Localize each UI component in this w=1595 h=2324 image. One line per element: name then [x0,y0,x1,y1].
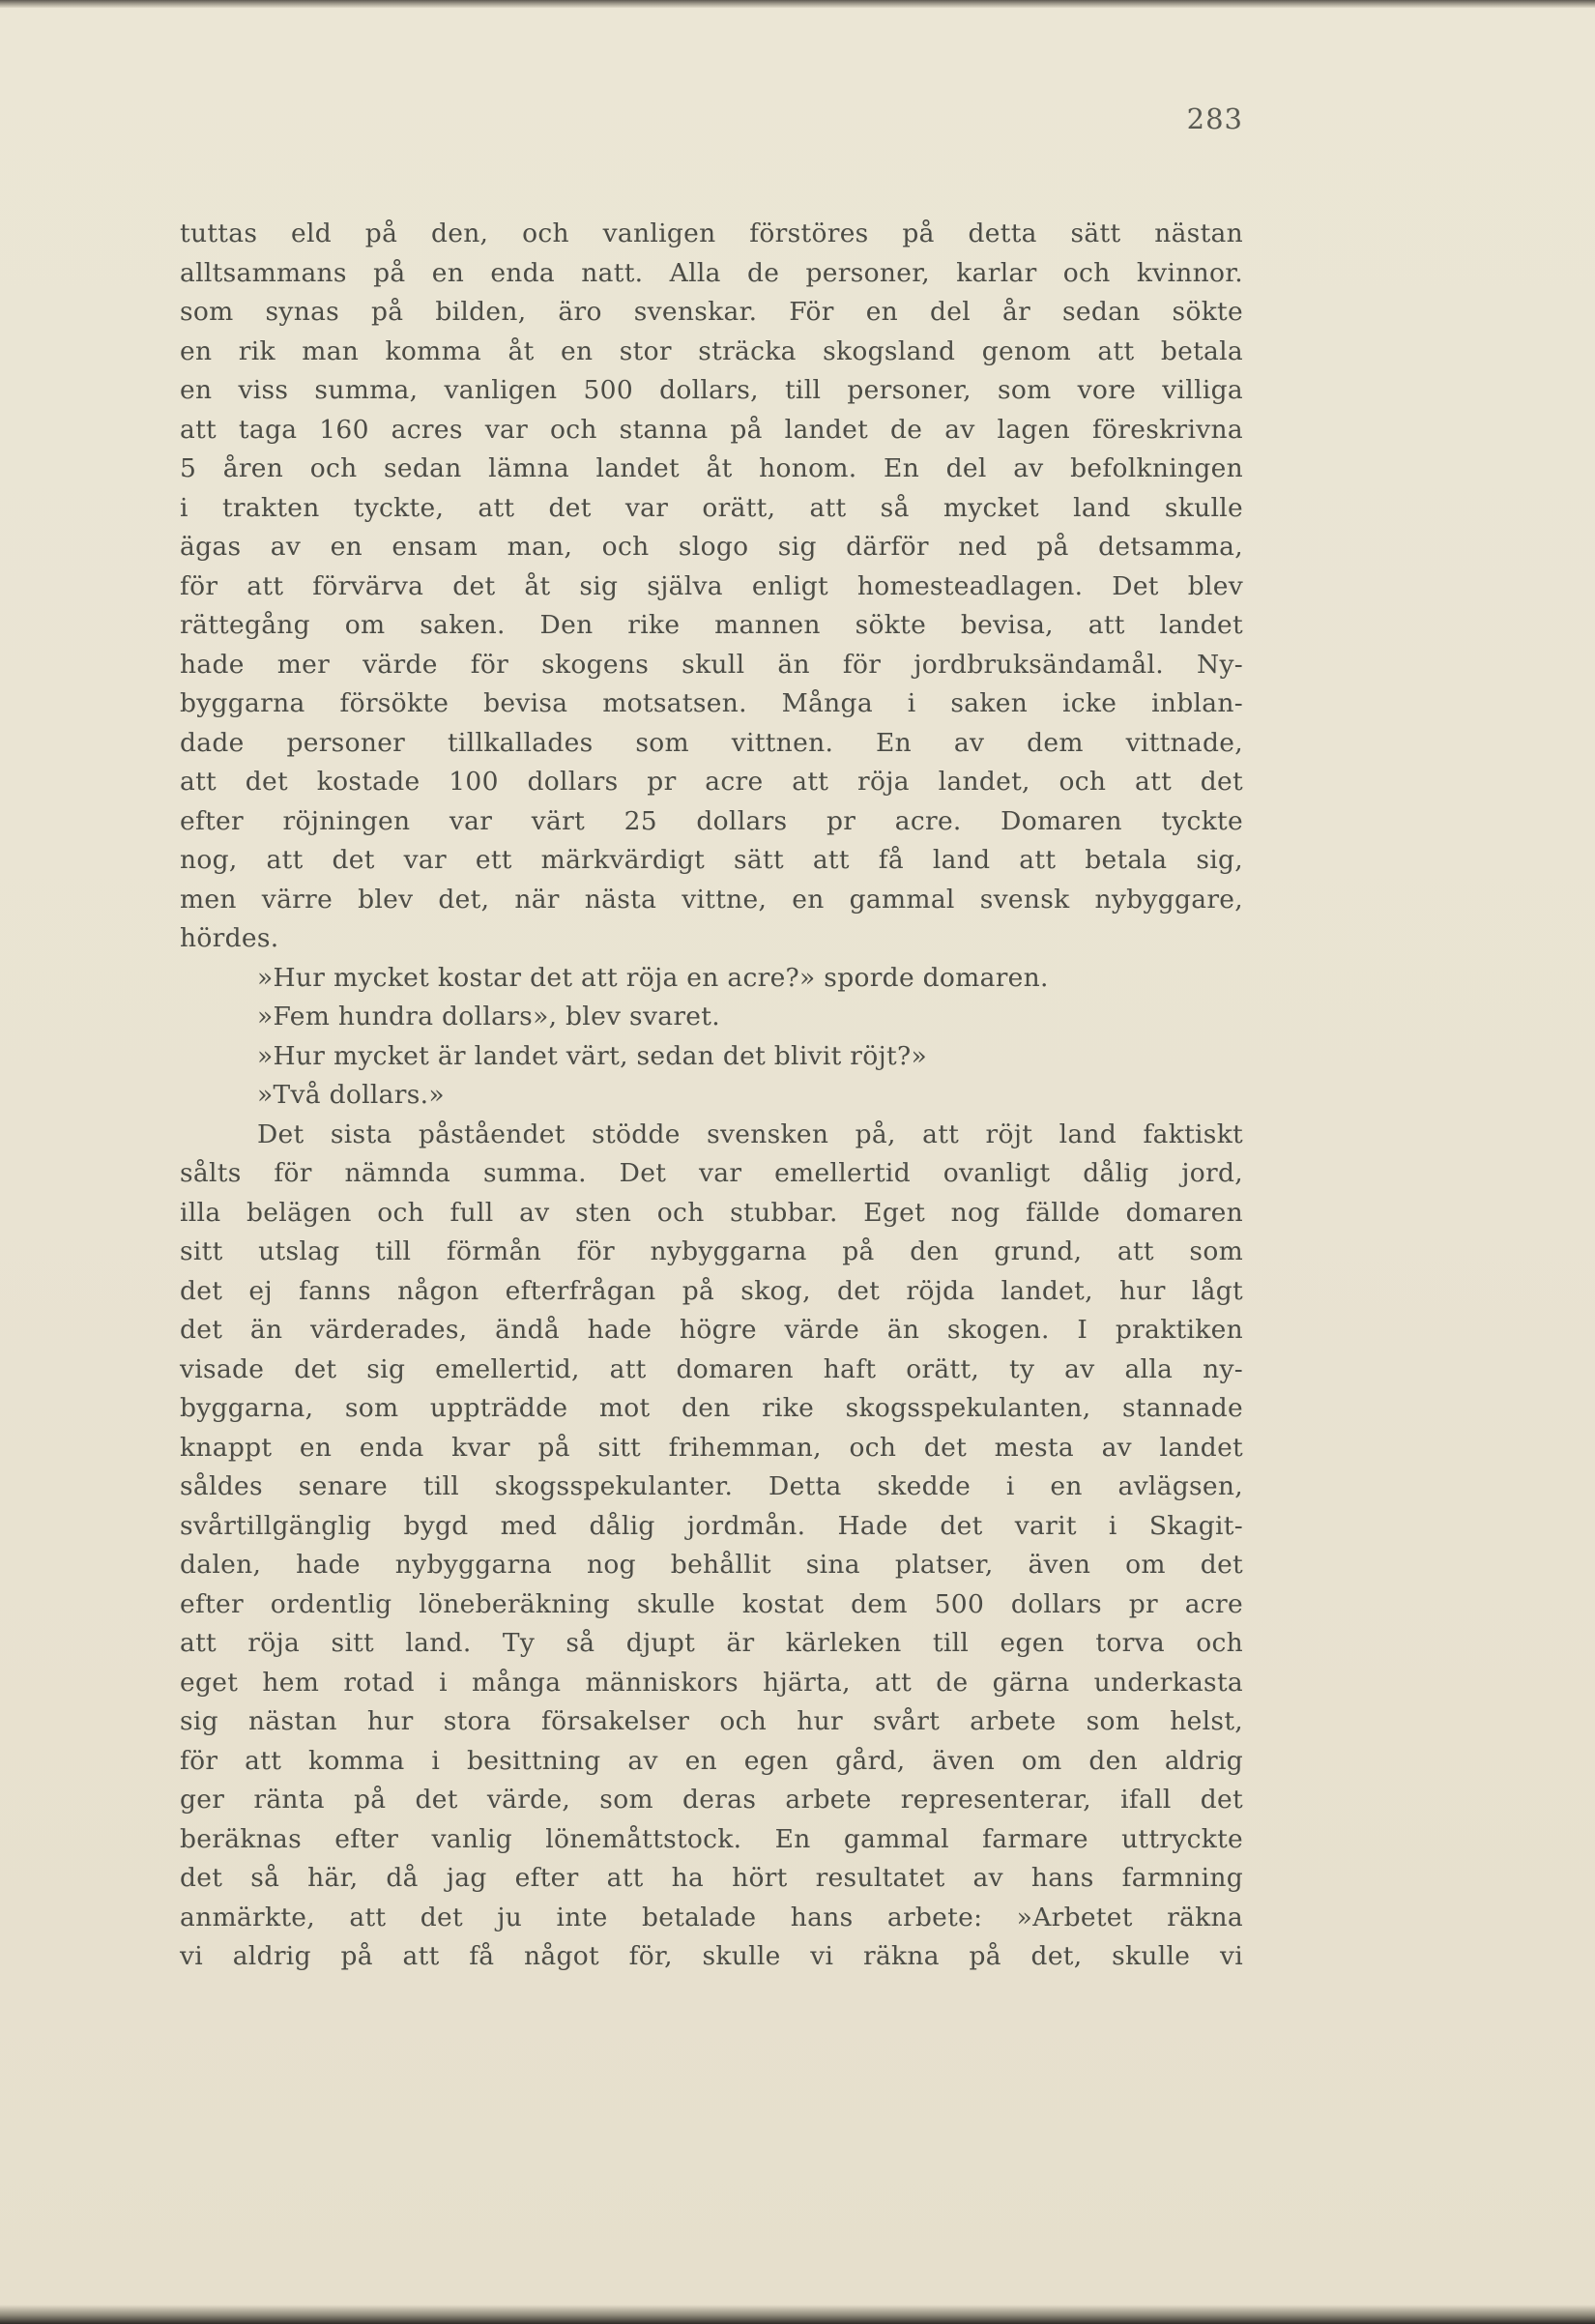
text-line: 5 åren och sedan lämna landet åt honom. En del av befolkningen [180,453,1243,483]
text-line: som synas på bilden, äro svenskar. För en del år sedan sökte [180,297,1243,327]
text-line: illa belägen och full av sten och stubbar. Eget nog fällde domaren [180,1197,1243,1228]
text-line: för att komma i besittning av en egen gård, även om den aldrig [180,1745,1243,1776]
text-line: såldes senare till skogsspekulanter. Detta skedde i en avlägsen, [180,1471,1243,1501]
text-line: sitt utslag till förmån för nybyggarna på den grund, att som [180,1236,1243,1266]
text-line: efter ordentlig löneberäkning skulle kostat dem 500 dollars pr acre [180,1588,1243,1619]
text-line: hördes. [180,923,279,953]
text-line: »Två dollars.» [257,1080,445,1110]
text-line: en rik man komma åt en stor sträcka skogsland genom att betala [180,335,1243,366]
text-line: vi aldrig på att få något för, skulle vi räkna på det, skulle vi [180,1941,1243,1971]
text-line: sålts för nämnda summa. Det var emellertid ovanligt dålig jord, [180,1158,1243,1188]
text-line: ger ränta på det värde, som deras arbete representerar, ifall det [180,1785,1243,1815]
body-text [180,215,1243,1977]
text-line: alltsammans på en enda natt. Alla de personer, karlar och kvinnor. [180,257,1243,288]
page-number: 283 [1186,102,1243,135]
text-line: sig nästan hur stora försakelser och hur svårt arbete som helst, [180,1706,1243,1736]
text-line: i trakten tyckte, att det var orätt, att så mycket land skulle [180,492,1243,523]
text-line: anmärkte, att det ju inte betalade hans arbete: »Arbetet räkna [180,1902,1243,1932]
text-line: men värre blev det, när nästa vittne, en gammal svensk nybyggare, [180,884,1243,915]
text-line: det ej fanns någon efterfrågan på skog, det röjda landet, hur lågt [180,1275,1243,1306]
text-line: dalen, hade nybyggarna nog behållit sina platser, även om det [180,1550,1243,1580]
text-line: det så här, då jag efter att ha hört resultatet av hans farmning [180,1863,1243,1893]
scan-bottom-edge [0,2305,1595,2324]
text-line: hade mer värde för skogens skull än för jordbruksändamål. Ny- [180,649,1243,680]
text-line: byggarna, som uppträdde mot den rike skogsspekulanten, stannade [180,1393,1243,1423]
scan-top-edge [0,0,1595,8]
text-line: för att förvärva det åt sig själva enligt homesteadlagen. Det blev [180,570,1243,601]
text-line: att taga 160 acres var och stanna på landet de av lagen föreskrivna [180,414,1243,445]
text-line: »Fem hundra dollars», blev svaret. [257,1002,720,1031]
text-line: det än värderades, ändå hade högre värde än skogen. I praktiken [180,1315,1243,1345]
text-line: byggarna försökte bevisa motsatsen. Många i saken icke inblan- [180,688,1243,718]
text-line: dade personer tillkallades som vittnen. En av dem vittnade, [180,727,1243,758]
text-line: en viss summa, vanligen 500 dollars, till personer, som vore villiga [180,375,1243,405]
text-line: knappt en enda kvar på sitt frihemman, och det mesta av landet [180,1432,1243,1463]
text-line: beräknas efter vanlig lönemåttstock. En gammal farmare uttryckte [180,1823,1243,1854]
text-line: svårtillgänglig bygd med dålig jordmån. Hade det varit i Skagit- [180,1510,1243,1541]
text-line: Det sista påståendet stödde svensken på, att röjt land faktiskt [257,1118,1243,1149]
text-line: eget hem rotad i många människors hjärta, att de gärna underkasta [180,1667,1243,1698]
text-line: tuttas eld på den, och vanligen förstöres på detta sätt nästan [180,218,1243,248]
text-line: »Hur mycket är landet värt, sedan det blivit röjt?» [257,1040,928,1071]
text-line: nog, att det var ett märkvärdigt sätt att få land att betala sig, [180,845,1243,875]
text-line: att röja sitt land. Ty så djupt är kärleken till egen torva och [180,1628,1243,1658]
text-line: ägas av en ensam man, och slogo sig därför ned på detsamma, [180,532,1243,562]
text-line: efter röjningen var värt 25 dollars pr acre. Domaren tyckte [180,805,1243,836]
text-line: att det kostade 100 dollars pr acre att röja landet, och att det [180,767,1243,797]
text-line: »Hur mycket kostar det att röja en acre?» sporde domaren. [257,962,1049,993]
text-line: visade det sig emellertid, att domaren haft orätt, ty av alla ny- [180,1353,1243,1384]
text-line: rättegång om saken. Den rike mannen sökte bevisa, att landet [180,610,1243,640]
